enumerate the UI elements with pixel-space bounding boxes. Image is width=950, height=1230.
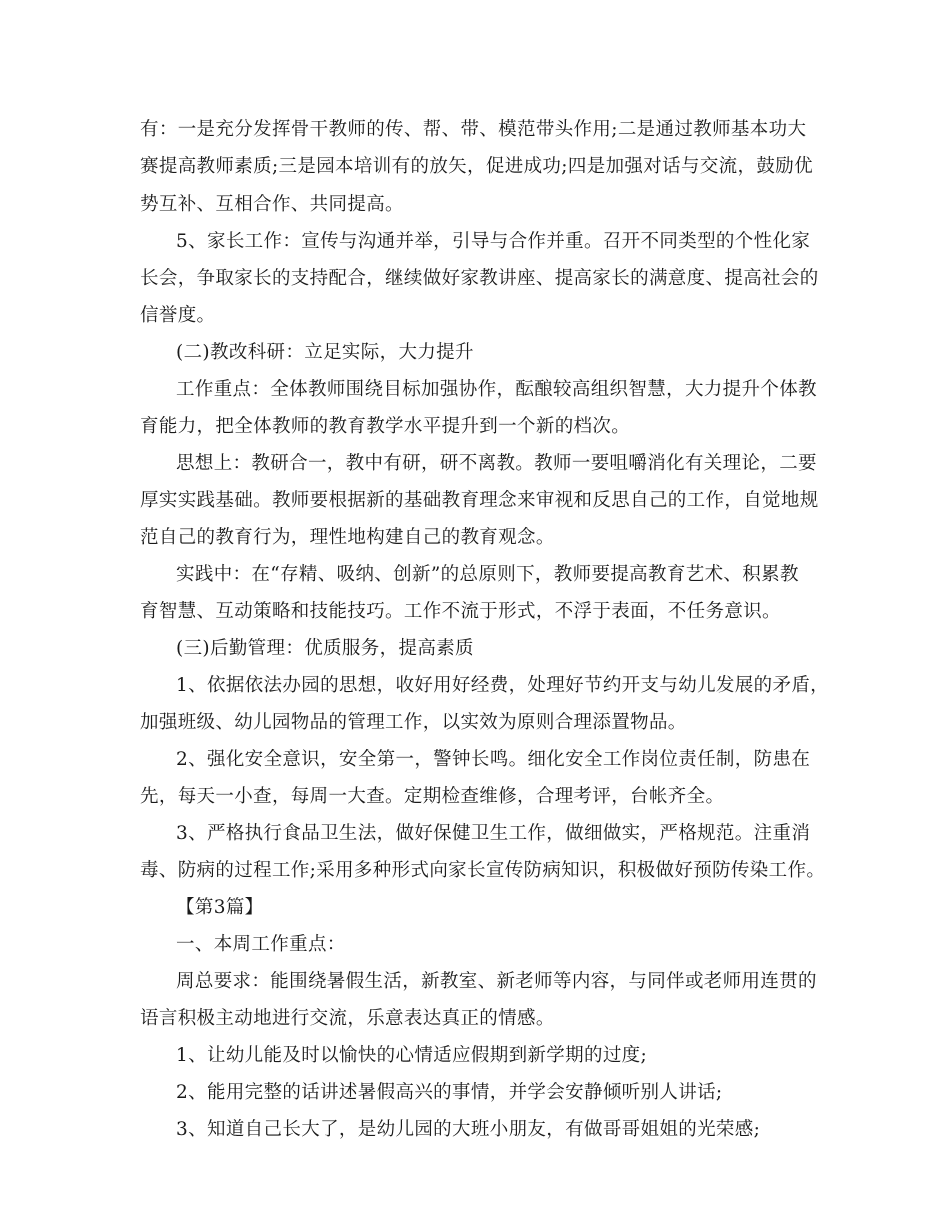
text-line-5: 长会，争取家长的支持配合，继续做好家教讲座、提高家长的满意度、提高社会的 xyxy=(140,268,819,289)
list-item-goal-3: 3、知道自己长大了，是幼儿园的大班小朋友，有做哥哥姐姐的光荣感; xyxy=(176,1119,761,1140)
text-line-21: 毒、防病的过程工作;采用多种形式向家长宣传防病知识，积极做好预防传染工作。 xyxy=(140,860,826,881)
text-line-3: 势互补、互相合作、共同提高。 xyxy=(140,194,404,215)
section-heading-weekly-focus: 一、本周工作重点： xyxy=(176,934,346,955)
part-heading-3: 【第3篇】 xyxy=(176,897,264,918)
list-item-2-safety: 2、强化安全意识，安全第一，警钟长鸣。细化安全工作岗位责任制，防患在 xyxy=(176,749,811,770)
list-item-1-funding: 1、依据依法办园的思想，收好用好经费，处理好节约开支与幼儿发展的矛盾， xyxy=(176,675,830,696)
text-line-25: 语言积极主动地进行交流，乐意表达真正的情感。 xyxy=(140,1008,555,1029)
paragraph-practice: 实践中：在“存精、吸纳、创新”的总原则下，教师要提高教育艺术、积累教 xyxy=(176,564,799,585)
list-item-goal-1: 1、让幼儿能及时以愉快的心情适应假期到新学期的过度; xyxy=(176,1045,648,1066)
paragraph-parents-work: 5、家长工作：宣传与沟通并举，引导与合作并重。召开不同类型的个性化家 xyxy=(176,231,811,252)
text-line-14: 育智慧、互动策略和技能技巧。工作不流于形式，不浮于表面，不任务意识。 xyxy=(140,601,781,622)
text-line-17: 加强班级、幼儿园物品的管理工作，以实效为原则合理添置物品。 xyxy=(140,712,687,733)
section-heading-logistics: (三)后勤管理：优质服务，提高素质 xyxy=(176,638,474,659)
text-line-11: 厚实实践基础。教师要根据新的基础教育理念来审视和反思自己的工作，自觉地规 xyxy=(140,490,819,511)
paragraph-weekly-requirement: 周总要求：能围绕暑假生活，新教室、新老师等内容，与同伴或老师用连贯的 xyxy=(176,971,817,992)
text-line-2: 赛提高教师素质;三是园本培训有的放矢，促进成功;四是加强对话与交流，鼓励优 xyxy=(140,156,813,177)
section-heading-research: (二)教改科研：立足实际，大力提升 xyxy=(176,342,474,363)
list-item-3-hygiene: 3、严格执行食品卫生法，做好保健卫生工作，做细做实，严格规范。注重消 xyxy=(176,823,811,844)
text-line-1: 有：一是充分发挥骨干教师的传、帮、带、模范带头作用;二是通过教师基本功大 xyxy=(140,119,807,140)
text-line-9: 育能力，把全体教师的教育教学水平提升到一个新的档次。 xyxy=(140,416,631,437)
paragraph-work-focus: 工作重点：全体教师围绕目标加强协作，酝酿较高组织智慧，大力提升个体教 xyxy=(176,379,817,400)
paragraph-thinking: 思想上：教研合一，教中有研，研不离教。教师一要咀嚼消化有关理论，二要 xyxy=(176,453,817,474)
text-line-12: 范自己的教育行为，理性地构建自己的教育观念。 xyxy=(140,527,555,548)
text-line-19: 先，每天一小查，每周一大查。定期检查维修，合理考评，台帐齐全。 xyxy=(140,786,725,807)
list-item-goal-2: 2、能用完整的话讲述暑假高兴的事情，并学会安静倾听别人讲话; xyxy=(176,1082,723,1103)
text-line-6: 信誉度。 xyxy=(140,305,216,326)
